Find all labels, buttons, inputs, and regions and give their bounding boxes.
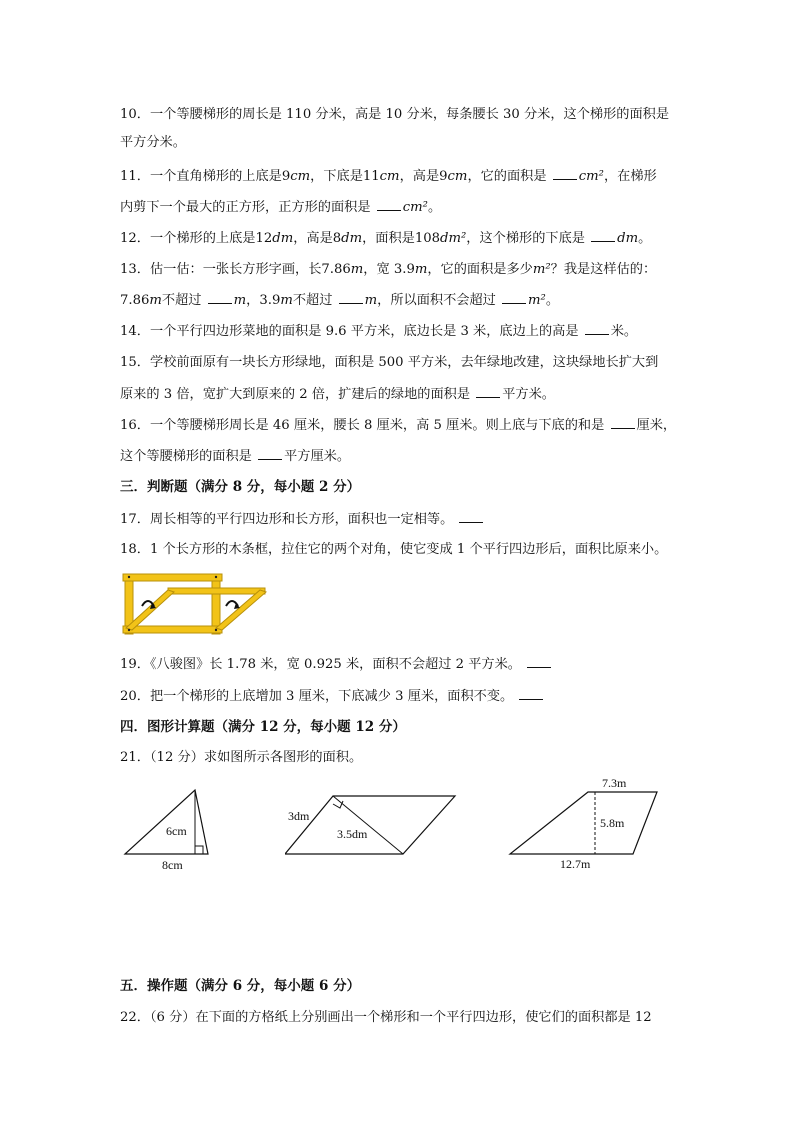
q18-line: 18．1 个长方形的木条框，拉住它的两个对角，使它变成 1 个平行四边形后，面积比原来小。 [120,542,668,557]
q22-line: 22．（6 分）在下面的方格纸上分别画出一个梯形和一个平行四边形，使它们的面积都是 12 [120,1010,652,1025]
parallelogram-height-label: 3.5dm [337,827,368,841]
triangle-base-label: 8cm [162,858,183,872]
q11-answer-blank-1[interactable] [553,167,577,180]
q11-answer-blank-2[interactable] [377,198,401,211]
q16-answer-blank-1[interactable] [611,416,635,429]
q19-line: 19．《八骏图》长 1.78 米，宽 0.925 米，面积不会超过 2 平方米。 [120,655,553,674]
triangle-height-label: 6cm [166,824,187,838]
q16-line2: 这个等腰梯形的面积是 平方厘米。 [120,449,351,464]
q16-line1: 16．一个等腰梯形周长是 46 厘米，腰长 8 厘米，高 5 厘米。则上底与下底的和是 厘米， [120,418,677,433]
q15-line2: 原来的 3 倍，宽扩大到原来的 2 倍，扩建后的绿地的面积是 平方米。 [120,387,555,402]
q15-answer-blank[interactable] [476,385,500,398]
q19-answer-blank[interactable] [527,655,551,668]
q15-line1: 15．学校前面原有一块长方形绿地，面积是 500 平方米，去年绿地改建，这块绿地长扩大到 [120,355,659,370]
section-4-title: 四．图形计算题（满分 12 分，每小题 12 分） [120,719,406,735]
q10-line1: 10．一个等腰梯形的周长是 110 分米，高是 10 分米，每条腰长 30 分米，这个梯形的面积是 [120,107,670,122]
top-length-label: 7.3m [602,776,627,790]
q11-line1: 11．一个直角梯形的上底是9cm，下底是11cm，高是9cm，它的面积是 cm²，在梯形 [120,169,657,184]
wooden-frame-figure [120,570,270,640]
q17-line: 17．周长相等的平行四边形和长方形，面积也一定相等。 [120,510,485,529]
q13-line1: 13．估一估：一张长方形字画，长7.86m，宽 3.9m，它的面积是多少m²？我是这样估的： [120,262,657,277]
q14-answer-blank[interactable] [585,322,609,335]
parallelogram-side-label: 3dm [288,809,310,823]
section-3-title: 三．判断题（满分 8 分，每小题 2 分） [120,479,361,495]
q20-line: 20．把一个梯形的上底增加 3 厘米，下底减少 3 厘米，面积不变。 [120,687,545,706]
q20-answer-blank[interactable] [519,687,543,700]
q13-line2: 7.86m不超过 m，3.9m不超过 m，所以面积不会超过 m²。 [120,293,560,308]
q13-answer-blank-1[interactable] [208,291,232,304]
q14-line: 14．一个平行四边形菜地的面积是 9.6 平方米，底边长是 3 米，底边上的高是 米。 [120,324,638,339]
triangle-figure [120,780,230,875]
section-5-title: 五．操作题（满分 6 分，每小题 6 分） [120,978,361,994]
q12-answer-blank[interactable] [591,229,615,242]
q17-answer-blank[interactable] [459,510,483,523]
q16-answer-blank-2[interactable] [258,447,282,460]
q13-answer-blank-3[interactable] [502,291,526,304]
q12-line: 12．一个梯形的上底是12dm，高是8dm，面积是108dm²，这个梯形的下底是 dm。 [120,231,652,246]
parallelogram-figure-1 [285,790,460,860]
q13-answer-blank-2[interactable] [339,291,363,304]
bottom-length-label: 12.7m [560,857,591,871]
q10-line2: 平方分米。 [120,135,186,150]
parallelogram-figure-2 [505,775,665,875]
q11-line2: 内剪下一个最大的正方形，正方形的面积是 cm²。 [120,200,442,215]
q21-line: 21．（12 分）求如图所示各图形的面积。 [120,750,363,765]
height-label: 5.8m [600,816,625,830]
